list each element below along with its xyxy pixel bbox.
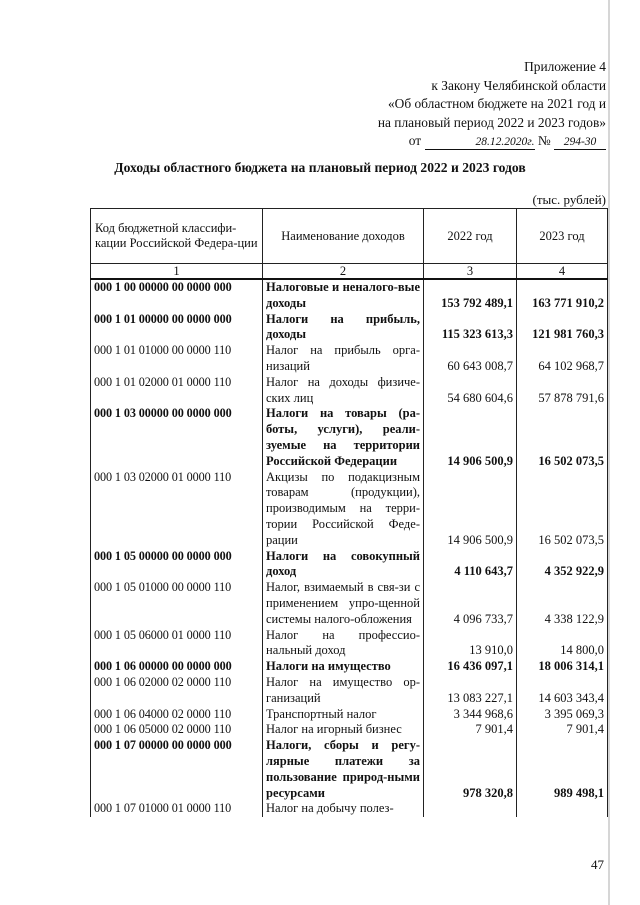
table-row: [91, 580, 608, 627]
row-name: Налог на профессио-нальный доход: [263, 628, 424, 660]
row-name: Налоги на прибыль, доходы: [263, 312, 424, 344]
annex-header: [286, 58, 606, 151]
header-2023: 2023 год: [517, 209, 608, 264]
row-value-2023: 7 901,4: [517, 722, 608, 738]
annex-ot: от: [408, 133, 422, 149]
row-name: Налоги на совокупный доход: [263, 549, 424, 581]
row-code: 000 1 05 01000 00 0000 110: [91, 580, 263, 627]
table-row: [91, 375, 608, 407]
row-value-2022: 978 320,8: [424, 738, 517, 801]
row-value-2023: 64 102 968,7: [517, 343, 608, 375]
row-value-2022: 14 906 500,9: [424, 406, 517, 469]
row-value-2022: 115 323 613,3: [424, 312, 517, 344]
row-value-2022: 153 792 489,1: [424, 279, 517, 312]
row-code: 000 1 00 00000 00 0000 000: [91, 279, 263, 312]
row-name: Налоги, сборы и регу-лярные платежи за пользование природ-ными ресурсами: [263, 738, 424, 801]
table-row: [91, 549, 608, 581]
row-value-2023: 14 603 343,4: [517, 675, 608, 707]
row-value-2023: 4 338 122,9: [517, 580, 608, 627]
table-row: [91, 801, 608, 817]
row-name: Налог, взимаемый в свя-зи с применением упро-щенной системы налого-обложения: [263, 580, 424, 627]
row-value-2022: [424, 801, 517, 817]
row-value-2022: 7 901,4: [424, 722, 517, 738]
row-value-2022: 54 680 604,6: [424, 375, 517, 407]
column-number: 1: [91, 264, 263, 280]
row-name: Акцизы по подакцизным товарам (продукции), производимым на терри-тории Российской Феде-рации: [263, 470, 424, 549]
row-name: Транспортный налог: [263, 707, 424, 723]
header-name: Наименование доходов: [263, 209, 424, 264]
row-code: 000 1 06 02000 02 0000 110: [91, 675, 263, 707]
row-value-2022: 13 083 227,1: [424, 675, 517, 707]
table-row: [91, 659, 608, 675]
row-value-2023: 57 878 791,6: [517, 375, 608, 407]
document-title: Доходы областного бюджета на плановый период 2022 и 2023 годов: [114, 160, 526, 175]
row-value-2023: 16 502 073,5: [517, 470, 608, 549]
table-row: [91, 470, 608, 549]
table-row: [91, 738, 608, 801]
row-value-2023: 14 800,0: [517, 628, 608, 660]
column-number: 2: [263, 264, 424, 280]
annex-line-3: «Об областном бюджете на 2021 год и: [387, 96, 606, 112]
row-name: Налог на имущество ор-ганизаций: [263, 675, 424, 707]
table-row: [91, 722, 608, 738]
row-value-2023: 121 981 760,3: [517, 312, 608, 344]
table-row: [91, 279, 608, 312]
row-code: 000 1 06 00000 00 0000 000: [91, 659, 263, 675]
row-value-2023: 3 395 069,3: [517, 707, 608, 723]
row-code: 000 1 03 00000 00 0000 000: [91, 406, 263, 469]
table-row: [91, 406, 608, 469]
row-code: 000 1 06 05000 02 0000 110: [91, 722, 263, 738]
row-code: 000 1 05 00000 00 0000 000: [91, 549, 263, 581]
row-value-2022: 14 906 500,9: [424, 470, 517, 549]
annex-line-2: к Закону Челябинской области: [431, 77, 606, 93]
row-code: 000 1 05 06000 01 0000 110: [91, 628, 263, 660]
table-row: [91, 312, 608, 344]
row-value-2023: 18 006 314,1: [517, 659, 608, 675]
row-code: 000 1 07 01000 01 0000 110: [91, 801, 263, 817]
table-body: [91, 279, 608, 817]
row-name: Налоги на товары (ра-боты, услуги), реали-зуемые на территории Российской Федерации: [263, 406, 424, 469]
revenue-table: [90, 208, 608, 817]
row-value-2023: 163 771 910,2: [517, 279, 608, 312]
table-row: [91, 628, 608, 660]
row-name: Налог на доходы физиче-ских лиц: [263, 375, 424, 407]
units-label: (тыс. рублей): [532, 192, 606, 207]
column-number: 3: [424, 264, 517, 280]
header-code: Код бюджетной классифи-кации Российской Федера-ции: [91, 209, 263, 264]
table-row: [91, 675, 608, 707]
row-value-2022: 3 344 968,6: [424, 707, 517, 723]
row-code: 000 1 06 04000 02 0000 110: [91, 707, 263, 723]
row-code: 000 1 01 01000 00 0000 110: [91, 343, 263, 375]
page-edge: [608, 0, 610, 905]
row-value-2022: 60 643 008,7: [424, 343, 517, 375]
row-name: Налог на прибыль орга-низаций: [263, 343, 424, 375]
annex-date-line: [286, 132, 606, 151]
row-code: 000 1 01 00000 00 0000 000: [91, 312, 263, 344]
row-name: Налог на игорный бизнес: [263, 722, 424, 738]
page-number: 47: [591, 857, 604, 872]
row-name: Налоги на имущество: [263, 659, 424, 675]
annex-number: 294-30: [554, 136, 606, 150]
table-header-row: [91, 209, 608, 264]
row-code: 000 1 03 02000 01 0000 110: [91, 470, 263, 549]
row-code: 000 1 01 02000 01 0000 110: [91, 375, 263, 407]
annex-line-4: на плановый период 2022 и 2023 годов»: [377, 114, 606, 130]
row-code: 000 1 07 00000 00 0000 000: [91, 738, 263, 801]
column-number-row: [91, 264, 608, 280]
row-value-2023: [517, 801, 608, 817]
row-value-2022: 13 910,0: [424, 628, 517, 660]
header-2022: 2022 год: [424, 209, 517, 264]
row-name: Налоговые и неналого-вые доходы: [263, 279, 424, 312]
row-name: Налог на добычу полез-: [263, 801, 424, 817]
table-row: [91, 707, 608, 723]
annex-date: 28.12.2020г.: [425, 136, 535, 150]
row-value-2022: 16 436 097,1: [424, 659, 517, 675]
row-value-2022: 4 110 643,7: [424, 549, 517, 581]
annex-line-1: Приложение 4: [524, 59, 606, 74]
column-number: 4: [517, 264, 608, 280]
row-value-2022: 4 096 733,7: [424, 580, 517, 627]
row-value-2023: 989 498,1: [517, 738, 608, 801]
row-value-2023: 16 502 073,5: [517, 406, 608, 469]
annex-number-sign: №: [537, 133, 551, 149]
table-row: [91, 343, 608, 375]
row-value-2023: 4 352 922,9: [517, 549, 608, 581]
